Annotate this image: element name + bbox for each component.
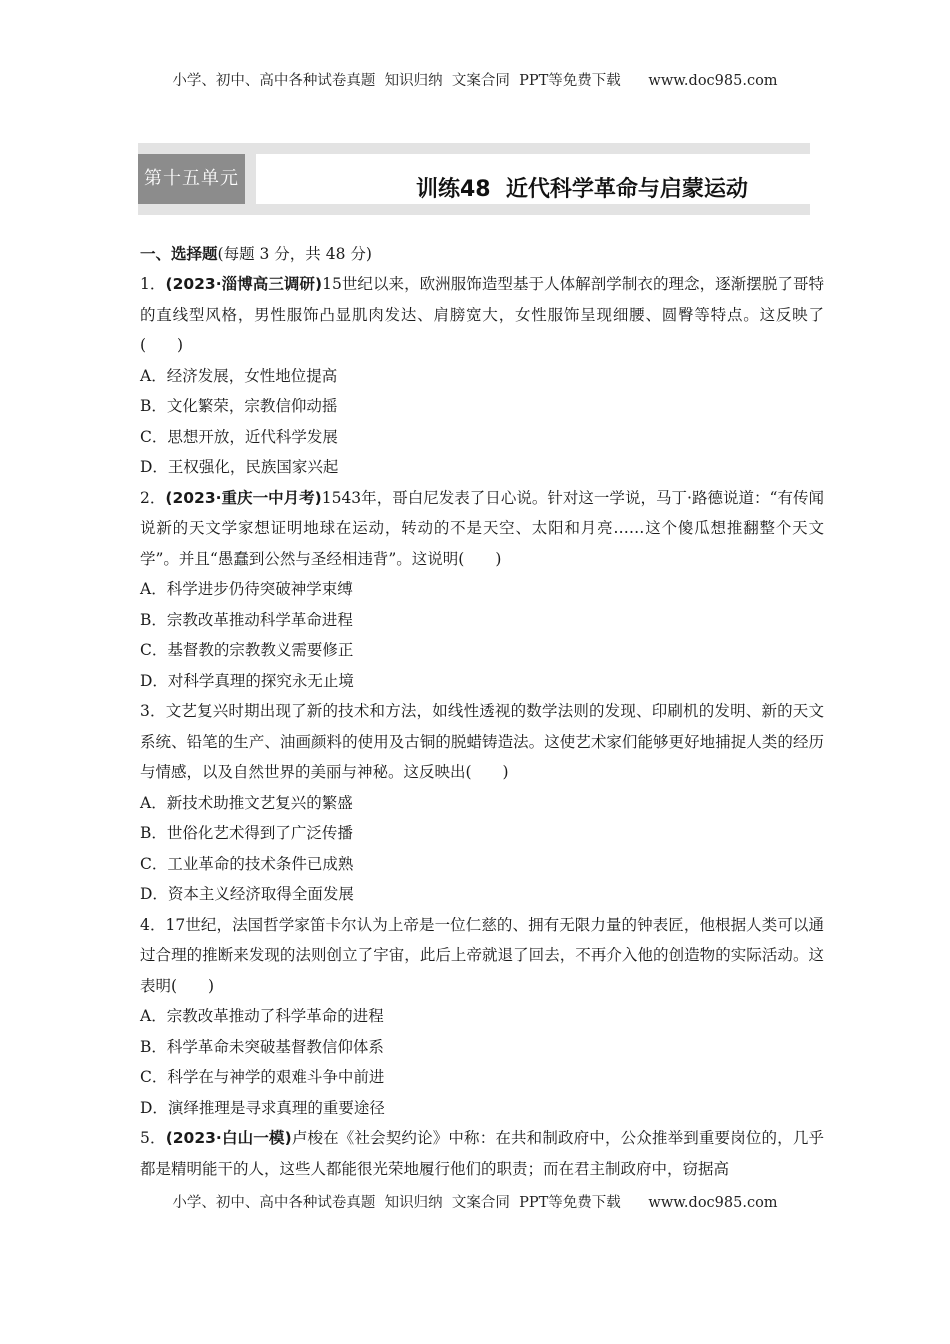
banner-stripe-top: [138, 143, 810, 154]
banner-stripe-bottom: [138, 204, 810, 215]
option-c: C．工业革命的技术条件已成熟: [140, 854, 354, 873]
question-text: 1543年，哥白尼发表了日心说。针对这一学说，马丁·路德说道：“有传闻说新的天文学家想证明地球在运动，转动的不是天空、太阳和月亮……这个傻瓜想推翻整个天文学”。并且“愚蠢到公然与圣经相违背”。这说明( ): [140, 488, 824, 568]
question-1: [140, 269, 824, 483]
option-d: D．王权强化，民族国家兴起: [140, 458, 339, 476]
unit-banner: [138, 143, 810, 215]
question-text: 卢梭在《社会契约论》中称：在共和制政府中，公众推举到重要岗位的，几乎都是精明能干的人，这些人都能很光荣地履行他们的职责；而在君主制政府中，窃据高: [140, 1129, 824, 1178]
option-b: B．科学革命未突破基督教信仰体系: [140, 1037, 384, 1056]
option-c: C．基督教的宗教教义需要修正: [140, 641, 354, 659]
section-note: (每题 3 分，共 48 分): [217, 245, 372, 263]
header-site-text: 小学、初中、高中各种试卷真题 知识归纳 文案合同 PPT等免费下载 www.doc985.com: [172, 73, 778, 89]
question-stem: [140, 483, 824, 575]
question-number: 3．: [140, 702, 166, 720]
question-source: (2023·重庆一中月考): [165, 488, 322, 507]
option-b: B．宗教改革推动科学革命进程: [140, 610, 353, 629]
option-a: A．经济发展，女性地位提高: [140, 366, 338, 385]
banner-title-area: [256, 154, 810, 204]
question-stem: [140, 269, 824, 361]
section-label: 一、选择题: [140, 245, 218, 263]
option-d: D．资本主义经济取得全面发展: [140, 885, 354, 903]
question-stem: [140, 1123, 824, 1184]
option-a: A．科学进步仍待突破神学束缚: [140, 580, 353, 598]
option-b: B．文化繁荣，宗教信仰动摇: [140, 397, 338, 415]
option-c: C．科学在与神学的艰难斗争中前进: [140, 1068, 385, 1086]
option-c: C．思想开放，近代科学发展: [140, 427, 338, 446]
option-a: A．宗教改革推动了科学革命的进程: [140, 1007, 384, 1025]
question-number: 5．: [140, 1129, 166, 1147]
question-3: [140, 696, 824, 910]
option-b: B．世俗化艺术得到了广泛传播: [140, 824, 353, 842]
page-title: 训练48 近代科学革命与启蒙运动: [416, 177, 748, 202]
footer-site-text: 小学、初中、高中各种试卷真题 知识归纳 文案合同 PPT等免费下载 www.doc985.com: [172, 1195, 778, 1211]
question-text: 15世纪以来，欧洲服饰造型基于人体解剖学制衣的理念，逐渐摆脱了哥特的直线型风格，男性服饰凸显肌肉发达、肩膀宽大，女性服饰呈现细腰、圆臀等特点。这反映了( ): [140, 275, 824, 354]
section-heading: [140, 240, 824, 269]
option-d: D．对科学真理的探究永无止境: [140, 671, 354, 690]
question-stem: [140, 696, 824, 788]
question-text: 文艺复兴时期出现了新的技术和方法，如线性透视的数学法则的发现、印刷机的发明、新的天文系统、铅笔的生产、油画颜料的使用及古铜的脱蜡铸造法。这使艺术家们能够更好地捕捉人类的经历与情感，以及自然世界的美丽与神秘。这反映出( ): [140, 702, 824, 781]
question-source: (2023·淄博高三调研): [165, 275, 323, 293]
question-number: 2．: [140, 488, 166, 507]
question-4: [140, 910, 824, 1124]
question-content: [140, 240, 824, 1184]
question-source: (2023·白山一模): [165, 1129, 292, 1147]
option-a: A．新技术助推文艺复兴的繁盛: [140, 793, 353, 812]
question-2: [140, 483, 824, 697]
question-5: [140, 1123, 824, 1184]
question-stem: [140, 910, 824, 1002]
unit-label: 第十五单元: [138, 154, 245, 204]
option-d: D．演绎推理是寻求真理的重要途径: [140, 1098, 385, 1117]
question-number: 1．: [140, 275, 166, 293]
question-text: 17世纪，法国哲学家笛卡尔认为上帝是一位仁慈的、拥有无限力量的钟表匠，他根据人类可以通过合理的推断来发现的法则创立了宇宙，此后上帝就退了回去，不再介入他的创造物的实际活动。这表明( ): [140, 915, 824, 995]
banner-gap: [245, 154, 256, 204]
question-number: 4．: [140, 915, 166, 934]
